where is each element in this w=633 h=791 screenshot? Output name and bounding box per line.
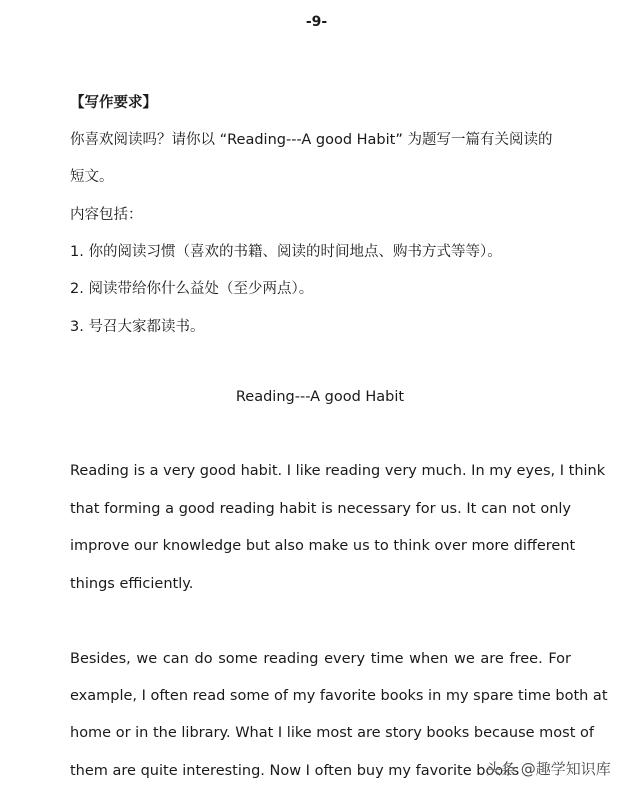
prompt-heading: 【写作要求】 <box>70 95 157 111</box>
essay-line: Besides, we can do some reading every time when we are free. For <box>70 651 571 667</box>
essay-line: improve our knowledge but also make us to think over more different <box>70 538 576 554</box>
prompt-line: 你喜欢阅读吗？请你以 “Reading---A good Habit” 为题写一篇有关阅读的 <box>70 132 553 148</box>
essay-line: example, I often read some of my favorite books in my spare time both at <box>70 688 608 704</box>
essay-line: Reading is a very good habit. I like reading very much. In my eyes, I think <box>70 463 606 479</box>
requirement-item: 3. 号召大家都读书。 <box>70 319 205 335</box>
essay-title: Reading---A good Habit <box>235 389 405 405</box>
essay-line: them are quite interesting. Now I often buy my favorite books <box>70 763 520 779</box>
requirement-item: 2. 阅读带给你什么益处（至少两点）。 <box>70 281 314 297</box>
essay-line: things efficiently. <box>70 576 194 592</box>
prompt-line: 短文。 <box>70 169 114 185</box>
requirement-item: 1. 你的阅读习惯（喜欢的书籍、阅读的时间地点、购书方式等等）。 <box>70 244 502 260</box>
essay-line: home or in the library. What I like most are story books because most of <box>70 725 595 741</box>
page-number: -9- <box>305 14 328 30</box>
essay-line: that forming a good reading habit is necessary for us. It can not only <box>70 501 571 517</box>
watermark: 头条 @趣学知识库 <box>486 760 611 778</box>
contents-label: 内容包括： <box>70 207 143 223</box>
